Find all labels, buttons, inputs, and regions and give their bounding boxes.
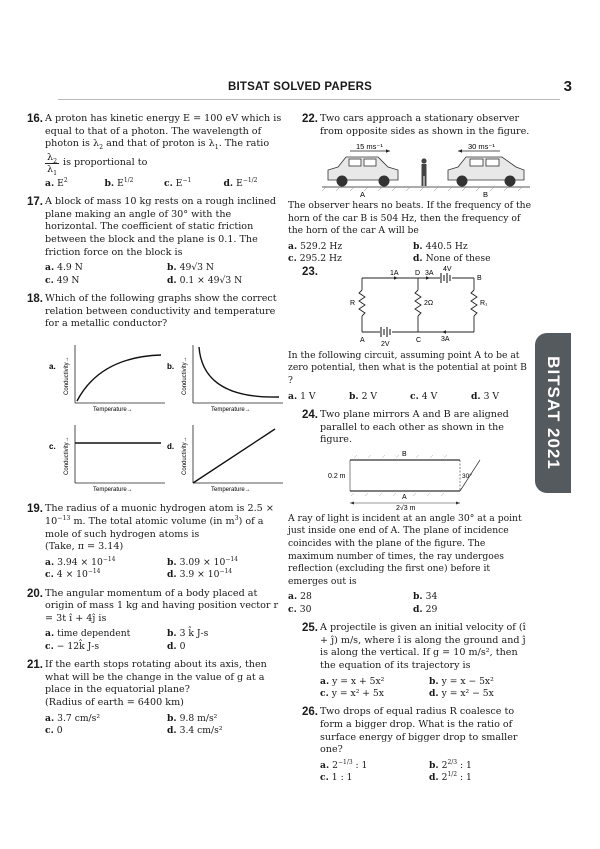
option-a: a. 4.9 N <box>45 262 83 274</box>
x-axis-label-2: Temperature→ <box>93 486 133 493</box>
option-b: b. 49√3 N <box>167 262 214 274</box>
option-a: a. $3.94 \times 10^{-14}$ <box>45 555 116 568</box>
option-c: c. 1 : 1 <box>320 772 353 784</box>
option-d: d. 0 <box>167 640 186 652</box>
question-25 <box>288 622 532 700</box>
graph-label-0: a. <box>49 361 56 371</box>
question-19 <box>13 503 283 581</box>
right-column <box>288 113 532 791</box>
graph-label-1: b. <box>167 361 175 371</box>
svg-text:30°: 30° <box>462 472 472 480</box>
svg-text:4V: 4V <box>443 265 452 273</box>
question-17 <box>13 196 283 287</box>
ratio-expression: $\lambda_2$ $\lambda_1$ is proportional to <box>46 151 148 177</box>
question-20 <box>13 588 283 654</box>
question-text: Two cars approach a stationary observer from opposite sides as shown in the figure. <box>320 113 530 137</box>
svg-text:B: B <box>402 450 407 458</box>
svg-text:B: B <box>477 274 482 282</box>
options <box>288 241 532 266</box>
option-c: c. $4 \times 10^{-14}$ <box>45 568 101 581</box>
question-16 <box>13 113 283 190</box>
option-d: d. 3.4 cm/s² <box>167 724 223 736</box>
cars-figure <box>320 140 532 198</box>
y-axis-label-1: Conductivity→ <box>182 356 188 395</box>
question-number: 16. <box>27 113 43 125</box>
page-number: 3 <box>563 78 572 95</box>
option-c: c. − 12k̂ J-s <box>45 640 100 652</box>
graph-curve-0 <box>77 355 161 401</box>
options <box>45 262 283 287</box>
circuit-figure <box>342 266 492 348</box>
option-d: d. $2^{1/2}$ : 1 <box>429 771 472 784</box>
option-b: b. 34 <box>413 591 438 603</box>
mirrors-figure <box>320 449 500 511</box>
option-b: b. $3.09 \times 10^{-14}$ <box>167 555 238 568</box>
options <box>288 591 532 616</box>
option-d: d. 0.1 × 49√3 N <box>167 274 243 286</box>
question-text: Which of the following graphs show the correct relation between conductivity and temperature for a metallic conductor? <box>45 292 277 330</box>
graph-label-3: d. <box>167 441 175 451</box>
question-number: 19. <box>27 503 43 516</box>
option-d: d. y = x² − 5x <box>429 687 494 699</box>
question-number: 23. <box>302 265 318 278</box>
question-18 <box>13 293 283 501</box>
options <box>320 760 532 785</box>
speed-b-label: 30 ms⁻¹ <box>468 142 495 152</box>
options <box>45 713 283 738</box>
question-number: 20. <box>27 587 43 600</box>
svg-text:3A: 3A <box>425 269 434 277</box>
option-c: c. 295.2 Hz <box>288 253 342 265</box>
question-number: 25. <box>302 622 318 635</box>
question-text: In the following circuit, assuming point A to be at zero potential, then what is the potential at point B ? <box>288 349 527 386</box>
side-tab-label: BITSAT 2021 <box>544 356 563 470</box>
observer <box>421 159 426 187</box>
option-d: d. None of these <box>413 253 491 265</box>
left-column <box>13 113 283 743</box>
question-number: 26. <box>302 706 318 719</box>
question-text-continued: The observer hears no beats. If the frequency of the horn of the car B is 504 Hz, then the frequency of the horn of the car A will be <box>288 200 532 237</box>
question-text: The radius of a muonic hydrogen atom is $2.5 \times 10^{-13}$ m. The total atomic volume (in $m^3$) of a mole of such hydrogen atoms is <box>45 503 274 540</box>
speed-a-label: 15 ms⁻¹ <box>356 142 383 152</box>
option-a: a. time dependent <box>45 628 131 640</box>
x-axis-label-0: Temperature→ <box>93 406 133 413</box>
svg-text:2Ω: 2Ω <box>424 299 434 307</box>
svg-text:A: A <box>360 336 365 344</box>
option-a: a. 28 <box>288 591 312 603</box>
question-number: 22. <box>302 113 318 125</box>
option-d: d. 29 <box>413 603 438 615</box>
options <box>45 557 283 582</box>
x-axis-label-3: Temperature→ <box>211 486 251 493</box>
option-b: b. $2^{2/3}$ : 1 <box>429 758 472 771</box>
option-a: a. 529.2 Hz <box>288 240 343 252</box>
running-header: BITSAT SOLVED PAPERS <box>228 81 372 93</box>
option-a: a. 3.7 cm/s² <box>45 712 101 724</box>
option-b: b. 2 V <box>349 390 378 402</box>
svg-text:C: C <box>416 336 422 344</box>
question-21 <box>13 659 283 737</box>
question-text: A projectile is given an initial velocity of (î + ĵ) m/s, where î is along the ground and ĵ is along the vertical. If g = 10 m/s², then the equation of its trajectory is <box>320 622 526 671</box>
question-text: A block of mass 10 kg rests on a rough inclined plane making an angle of 30° with the horizontal. The coefficient of static friction between the block and the plane is 0.1. The friction force on the block is <box>45 196 277 258</box>
question-number: 24. <box>302 408 318 421</box>
svg-text:A: A <box>402 493 407 501</box>
question-number: 17. <box>27 196 43 209</box>
question-number: 21. <box>27 659 43 672</box>
option-c: c. y = x² + 5x <box>320 687 384 699</box>
option-a: a. y = x + 5x² <box>320 675 385 687</box>
question-note: (Take, π = 3.14) <box>45 541 124 553</box>
option-a: a. $2^{-1/3}$ : 1 <box>320 758 368 771</box>
option-d: d. $3.9 \times 10^{-14}$ <box>167 568 233 581</box>
svg-text:0.2 m: 0.2 m <box>328 472 346 480</box>
conductivity-graphs <box>45 337 283 497</box>
y-axis-label-3: Conductivity→ <box>182 436 188 475</box>
question-24 <box>288 409 532 616</box>
svg-text:R₁: R₁ <box>480 299 488 307</box>
header-rule <box>58 99 560 100</box>
options <box>45 628 283 653</box>
question-number: 18. <box>27 292 43 305</box>
side-tab <box>535 333 571 493</box>
svg-text:R: R <box>350 299 356 307</box>
car-a <box>328 157 398 180</box>
option-b: b. $E^{1/2}$ <box>104 176 134 189</box>
option-c: c. 4 V <box>410 390 438 402</box>
car-b-label: B <box>483 190 489 199</box>
svg-text:2√3 m: 2√3 m <box>396 504 416 511</box>
y-axis-label-0: Conductivity→ <box>64 356 70 395</box>
svg-text:1A: 1A <box>390 269 399 277</box>
option-c: c. 30 <box>288 603 312 615</box>
graph-curve-1 <box>199 347 279 397</box>
question-text: Two drops of equal radius R coalesce to form a bigger drop. What is the ratio of surface energy of bigger drop to smaller one? <box>320 706 518 756</box>
option-b: b. 3 k̂ J-s <box>167 628 209 640</box>
x-axis-label-1: Temperature→ <box>211 406 251 413</box>
option-c: c. $E^{-1}$ <box>164 176 192 189</box>
option-c: c. 0 <box>45 724 63 736</box>
option-b: b. 9.8 m/s² <box>167 712 218 724</box>
car-a-label: A <box>360 190 366 199</box>
options <box>320 676 532 701</box>
svg-text:D: D <box>415 269 421 277</box>
question-26 <box>288 706 532 784</box>
options <box>288 391 532 403</box>
option-b: b. 440.5 Hz <box>413 240 468 252</box>
question-text: A proton has kinetic energy E = 100 eV which is equal to that of a photon. The wavelength of photon is $\lambda_2$ and that of proton is $\lambda_1$. The ratio <box>45 113 282 152</box>
option-b: b. y = x − 5x² <box>429 675 494 687</box>
option-a: a. 1 V <box>288 390 316 402</box>
question-text-continued: A ray of light is incident at an angle 30° at a point just inside one end of A. The plane of incidence coincides with the plane of the figure. The maximum number of times, the ray undergoes reflection (excluding the first one) before it emerges out is <box>288 512 522 587</box>
option-c: c. 49 N <box>45 274 80 286</box>
question-22 <box>288 113 532 266</box>
question-text: The angular momentum of a body placed at origin of mass 1 kg and having position vector r = 3t î + 4ĵ is <box>45 587 279 624</box>
graph-curve-3 <box>193 429 275 483</box>
svg-text:3A: 3A <box>441 335 450 343</box>
options <box>45 178 283 190</box>
option-d: d. $E^{-1/2}$ <box>223 176 258 189</box>
y-axis-label-2: Conductivity→ <box>64 436 70 475</box>
question-23 <box>288 266 532 403</box>
option-d: d. 3 V <box>471 390 500 402</box>
svg-text:2V: 2V <box>381 340 390 348</box>
option-a: a. $E^2$ <box>45 176 68 189</box>
question-text: Two plane mirrors A and B are aligned parallel to each other as shown in the figure. <box>320 408 509 446</box>
question-text: If the earth stops rotating about its axis, then what will be the change in the value of g at a place in the equatorial plane? <box>45 659 267 696</box>
question-note: (Radius of earth = 6400 km) <box>45 696 184 708</box>
graph-label-2: c. <box>49 441 56 451</box>
